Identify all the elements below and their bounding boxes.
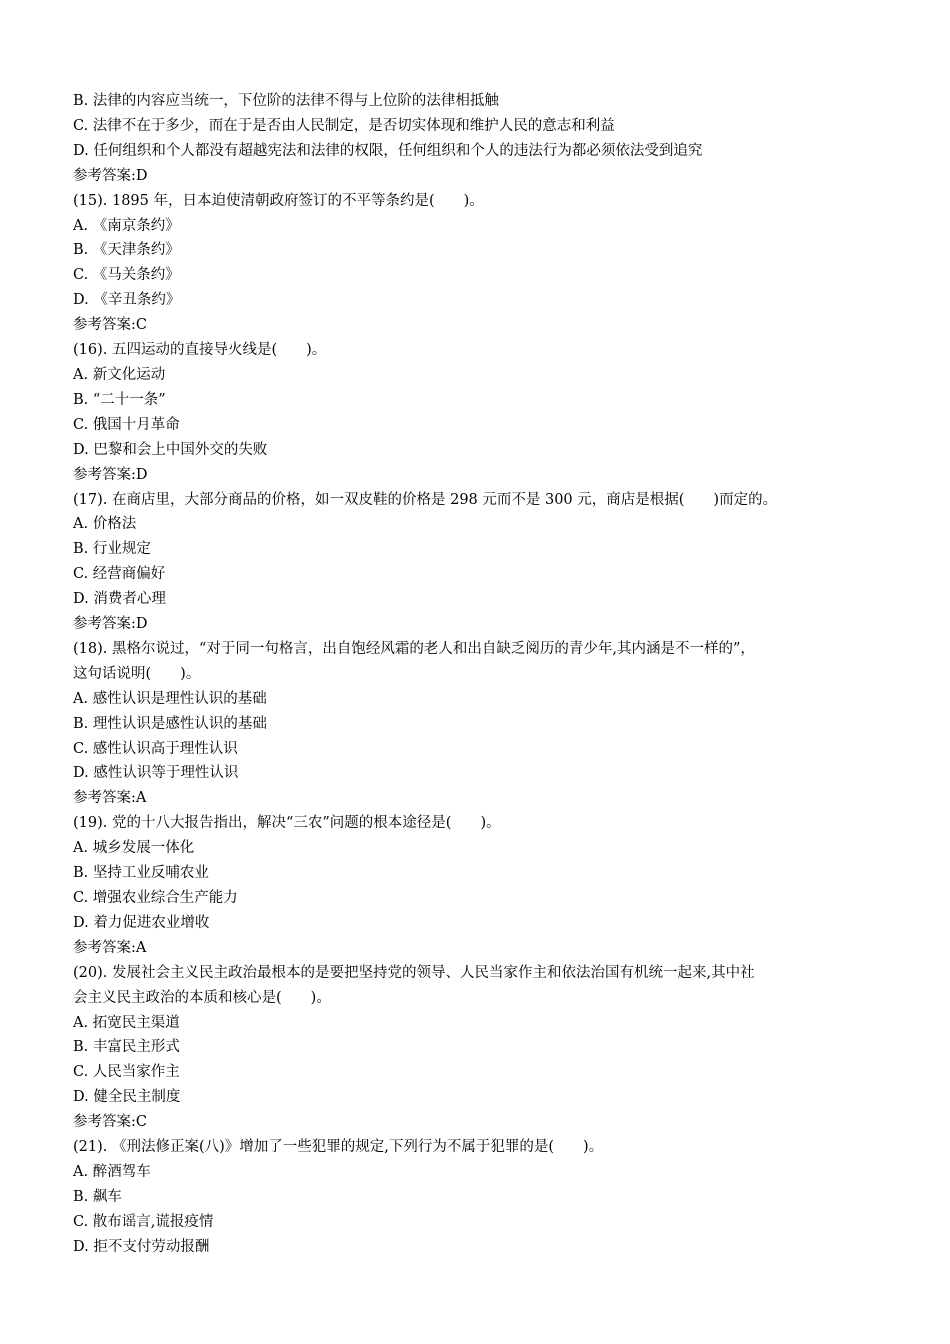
text-line: (17). 在商店里，大部分商品的价格，如一双皮鞋的价格是 298 元而不是 300 元，商店是根据( )而定的。	[73, 491, 778, 508]
text-line: (16). 五四运动的直接导火线是( )。	[73, 342, 327, 359]
text-line: C. 俄国十月革命	[73, 416, 180, 433]
text-line: B. “二十一条”	[73, 391, 166, 408]
text-line: D. 拒不支付劳动报酬	[73, 1238, 210, 1255]
text-line: A. 《南京条约》	[73, 217, 180, 234]
text-line: D. 着力促进农业增收	[73, 914, 210, 931]
text-line: C. 《马关条约》	[73, 267, 180, 284]
text-line: 参考答案:A	[73, 939, 147, 956]
text-line: B. 理性认识是感性认识的基础	[73, 715, 267, 732]
text-line: D. 感性认识等于理性认识	[73, 765, 239, 782]
text-line: 参考答案:D	[73, 616, 148, 633]
text-line: C. 人民当家作主	[73, 1064, 180, 1081]
text-line: 这句话说明( )。	[73, 665, 201, 682]
text-line: (21). 《刑法修正案(八)》增加了一些犯罪的规定,下列行为不属于犯罪的是( )。	[73, 1139, 604, 1156]
text-line: A. 新文化运动	[73, 366, 166, 383]
text-line: D. 健全民主制度	[73, 1089, 181, 1106]
text-line: A. 拓宽民主渠道	[73, 1014, 180, 1031]
text-line: 参考答案:C	[73, 1114, 147, 1131]
text-line: C. 感性认识高于理性认识	[73, 740, 238, 757]
text-line: B. 坚持工业反哺农业	[73, 865, 209, 882]
text-line: 参考答案:D	[73, 167, 148, 184]
text-line: 参考答案:C	[73, 317, 147, 334]
text-line: (18). 黑格尔说过，“对于同一句格言，出自饱经风霜的老人和出自缺乏阅历的青少年,其内涵是不一样的”，	[73, 640, 755, 657]
text-line: (19). 党的十八大报告指出，解决“三农”问题的根本途径是( )。	[73, 815, 501, 832]
text-line: C. 增强农业综合生产能力	[73, 890, 238, 906]
text-line: D. 巴黎和会上中国外交的失败	[73, 441, 268, 458]
text-line: 会主义民主政治的本质和核心是( )。	[73, 989, 331, 1006]
text-line: C. 法律不在于多少，而在于是否由人民制定，是否切实体现和维护人民的意志和利益	[73, 117, 615, 134]
text-line: 参考答案:A	[73, 790, 147, 807]
text-line: (15). 1895 年，日本迫使清朝政府签订的不平等条约是( )。	[73, 192, 484, 209]
document-body	[73, 89, 883, 1260]
text-line: B. 行业规定	[73, 541, 151, 558]
text-line: B. 飙车	[73, 1188, 122, 1205]
text-line: B. 法律的内容应当统一，下位阶的法律不得与上位阶的法律相抵触	[73, 93, 499, 109]
text-line: D. 消费者心理	[73, 591, 166, 608]
text-line: A. 价格法	[73, 516, 137, 533]
text-line: B. 《天津条约》	[73, 242, 180, 259]
text-line: A. 醉酒驾车	[73, 1163, 151, 1180]
text-line: C. 散布谣言,谎报疫情	[73, 1213, 214, 1230]
text-line: (20). 发展社会主义民主政治最根本的是要把坚持党的领导、人民当家作主和依法治国有机统一起来,其中社	[73, 964, 755, 981]
text-line: C. 经营商偏好	[73, 566, 166, 583]
text-line: D. 《辛丑条约》	[73, 292, 181, 309]
text-line: D. 任何组织和个人都没有超越宪法和法律的权限，任何组织和个人的违法行为都必须依法受到追究	[73, 142, 703, 159]
text-line: B. 丰富民主形式	[73, 1039, 180, 1056]
text-line: A. 城乡发展一体化	[73, 840, 195, 857]
text-line: A. 感性认识是理性认识的基础	[73, 690, 267, 707]
text-line: 参考答案:D	[73, 466, 148, 483]
